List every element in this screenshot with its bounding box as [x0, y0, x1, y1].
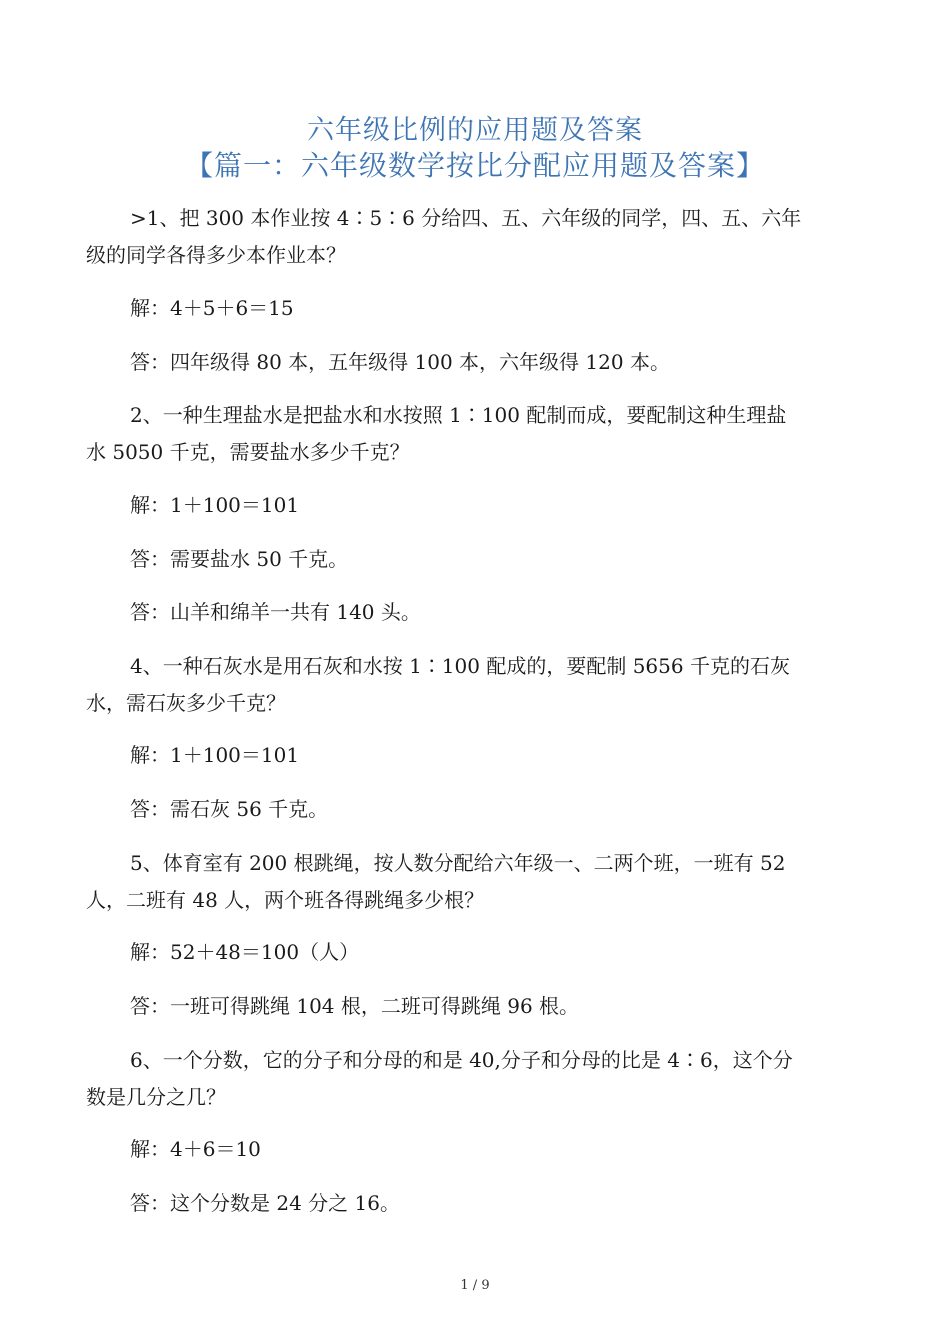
document-subtitle: 【篇一：六年级数学按比分配应用题及答案】 [184, 149, 765, 182]
question-2: 2、一种生理盐水是把盐水和水按照 1∶100 配制而成，要配制这种生理盐 水 5050 千克，需要盐水多少千克？ [86, 403, 787, 464]
solution-2: 解：1＋100＝101 [130, 493, 300, 517]
page-number: 1 / 9 [460, 1278, 490, 1293]
solution-5: 解：52＋48＝100（人） [130, 940, 360, 964]
answer-4: 答：需石灰 56 千克。 [130, 797, 329, 821]
solution-6: 解：4＋6＝10 [130, 1137, 261, 1161]
answer-3: 答：山羊和绵羊一共有 140 头。 [130, 600, 421, 624]
answer-1: 答：四年级得 80 本，五年级得 100 本，六年级得 120 本。 [130, 350, 670, 374]
question-5: 5、体育室有 200 根跳绳，按人数分配给六年级一、二两个班，一班有 52 人，二班有 48 人，两个班各得跳绳多少根？ [86, 851, 786, 912]
solution-4: 解：1＋100＝101 [130, 743, 300, 767]
question-6: 6、一个分数，它的分子和分母的和是 40,分子和分母的比是 4∶6，这个分 数是几分之几？ [86, 1048, 793, 1109]
question-1: >1、把 300 本作业按 4∶5∶6 分给四、五、六年级的同学，四、五、六年 级的同学各得多少本作业本？ [86, 206, 802, 267]
answer-5: 答：一班可得跳绳 104 根，二班可得跳绳 96 根。 [130, 994, 580, 1018]
answer-6: 答：这个分数是 24 分之 16。 [130, 1191, 400, 1215]
document-title: 六年级比例的应用题及答案 [307, 115, 643, 146]
solution-1: 解：4＋5＋6＝15 [130, 296, 294, 320]
answer-2: 答：需要盐水 50 千克。 [130, 547, 349, 571]
question-4: 4、一种石灰水是用石灰和水按 1∶100 配成的，要配制 5656 千克的石灰 水，需石灰多少千克？ [86, 654, 790, 715]
